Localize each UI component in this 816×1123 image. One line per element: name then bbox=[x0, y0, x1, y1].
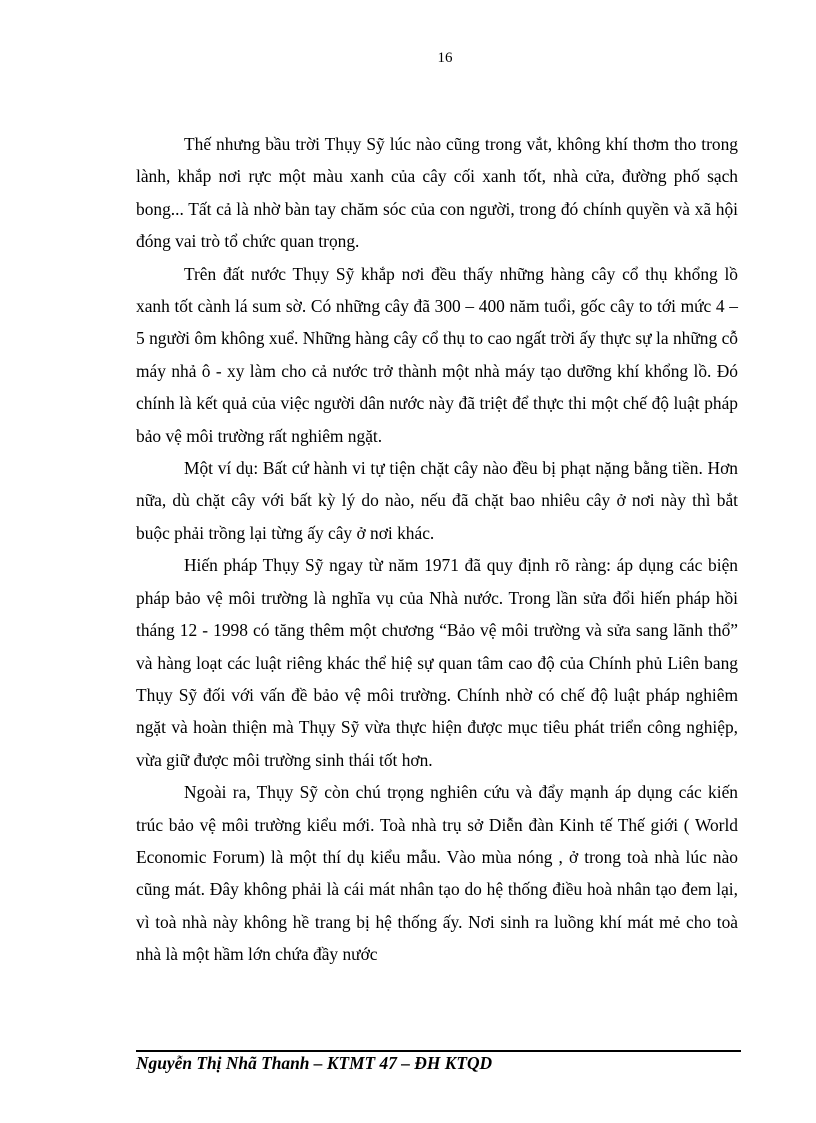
paragraph-5: Ngoài ra, Thụy Sỹ còn chú trọng nghiên cứu và đẩy mạnh áp dụng các kiến trúc bảo vệ môi trường kiểu mới. Toà nhà trụ sở Diễn đàn Kinh tế Thế giới ( World Economic Forum) là một thí dụ kiểu mẫu. Vào mùa nóng , ở trong toà nhà lúc nào cũng mát. Đây không phải là cái mát nhân tạo do hệ thống điều hoà nhân tạo đem lại, vì toà nhà này không hề trang bị hệ thống ấy. Nơi sinh ra luồng khí mát mẻ cho toà nhà là một hầm lớn chứa đầy nước bbox=[136, 782, 738, 965]
paragraph-1: Thế nhưng bầu trời Thụy Sỹ lúc nào cũng trong vắt, không khí thơm tho trong lành, khắp nơi rực một màu xanh của cây cối xanh tốt, nhà cửa, đường phố sạch bong... Tất cả là nhờ bàn tay chăm sóc của con người, trong đó chính quyền và xã hội đóng vai trò tổ chức quan trọng. bbox=[136, 134, 738, 252]
paragraph-2: Trên đất nước Thụy Sỹ khắp nơi đều thấy những hàng cây cổ thụ khổng lồ xanh tốt cành lá sum sờ. Có những cây đã 300 – 400 năm tuổi, gốc cây to tới mức 4 – 5 người ôm không xuể. Những hàng cây cổ thụ to cao ngất trời ấy thực sự la những cỗ máy nhả ô - xy làm cho cả nước trở thành một nhà máy tạo dưỡng khí khổng lồ. Đó chính là kết quả của việc người dân nước này đã triệt để thực thi một chế độ luật pháp bảo vệ môi trường rất nghiêm ngặt. bbox=[136, 263, 738, 446]
paragraph-4: Hiến pháp Thụy Sỹ ngay từ năm 1971 đã quy định rõ ràng: áp dụng các biện pháp bảo vệ môi trường là nghĩa vụ của Nhà nước. Trong lần sửa đổi hiến pháp hồi tháng 12 - 1998 có tăng thêm một chương “Bảo vệ môi trường và sửa sang lãnh thổ” và hàng loạt các luật riêng khác thể hiệ sự quan tâm cao độ của Chính phủ Liên bang Thụy Sỹ đối với vấn đề bảo vệ môi trường. Chính nhờ có chế độ luật pháp nghiêm ngặt và hoàn thiện mà Thụy Sỹ vừa thực hiện được mục tiêu phát triển công nghiệp, vừa giữ được môi trường sinh thái tốt hơn. bbox=[136, 555, 738, 770]
footer-author-line: Nguyễn Thị Nhã Thanh – KTMT 47 – ĐH KTQD bbox=[136, 1053, 493, 1073]
footer-divider bbox=[136, 1050, 741, 1052]
document-body bbox=[136, 128, 738, 971]
page-number: 16 bbox=[437, 50, 453, 66]
paragraph-3: Một ví dụ: Bất cứ hành vi tự tiện chặt cây nào đều bị phạt nặng bằng tiền. Hơn nữa, dù chặt cây với bất kỳ lý do nào, nếu đã chặt bao nhiêu cây ở nơi này thì bắt buộc phải trồng lại từng ấy cây ở nơi khác. bbox=[136, 458, 738, 543]
